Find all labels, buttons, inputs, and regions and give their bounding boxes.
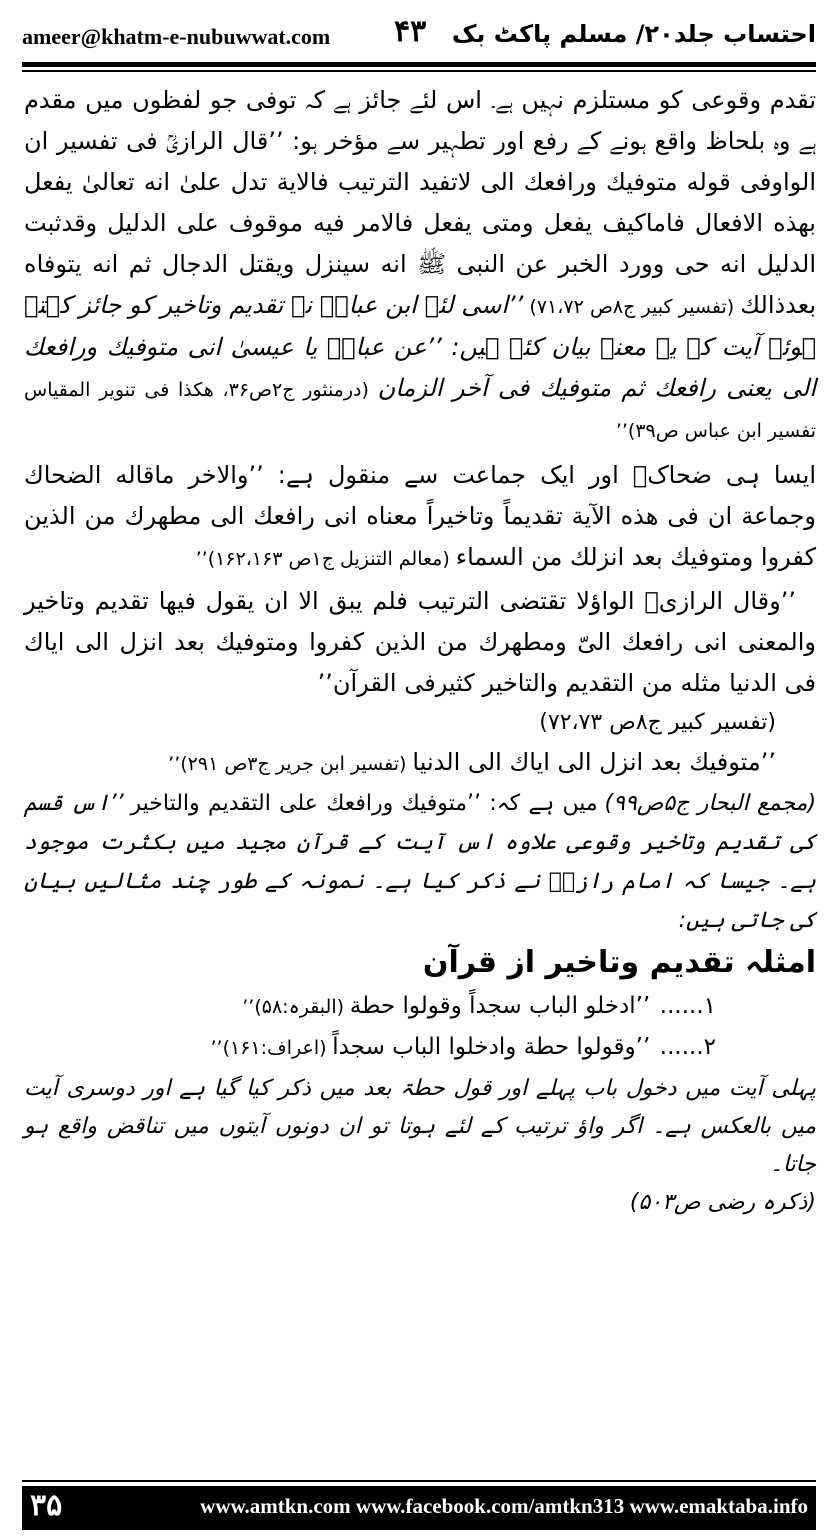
section-heading: امثلہ تقدیم وتاخیر از قرآن xyxy=(422,945,816,980)
quote-line xyxy=(24,742,816,784)
paragraph-4-text-b: ’’اس قسم کی تقدیم وتاخیر وقوعی علاوہ اس آیت کے قرآن مجید میں بکثرت موجود ہے۔ جیسا کہ امام رازیؒ نے ذکر کیا ہے۔ نمونہ کے طور چند مثالیں بیان کی جاتی ہیں: xyxy=(24,791,816,933)
header-rule-thick xyxy=(22,62,816,67)
example-1-reference: (البقرہ:۵۸)’’ xyxy=(242,996,345,1018)
paragraph-1-text: تقدم وقوعی کو مستلزم نہیں ہے۔ اس لئے جائز ہے کہ توفی جو لفظوں میں مقدم ہے وہ بلحاظ واقع ہونے کے رفع اور تطہیر سے مؤخر ہو: ’’قال الرازیؒ فی تفسیر ان الواوفی قوله متوفيك ورافعك الی لاتفيد الترتيب فالاية تدل علیٰ انه تعالیٰ يفعل بهذه الافعال فاماكيف يفعل ومتی يفعل فالامر فيه موقوف علی الدليل وقدثبت الدليل انه حی وورد الخبر عن النبی ﷺ انه سينزل ويقتل الدجال ثم انه يتوفاه بعدذالك xyxy=(24,86,817,319)
header-email-link[interactable]: ameer@khatm-e-nubuwwat.com xyxy=(22,24,331,49)
header-page-number: ۴۳ xyxy=(394,14,427,49)
paragraph-3 xyxy=(24,581,816,704)
example-2 xyxy=(24,1027,816,1068)
paragraph-4-reference: (مجمع البحار ج۵ص۹۹) xyxy=(604,791,817,816)
example-2-number: ۲...... xyxy=(659,1034,716,1060)
paragraph-2-reference: (معالم التنزیل ج۱ص ۱۶۲،۱۶۳)’’ xyxy=(195,548,450,570)
paragraph-1-continuation: ’’اسی لئے ابن عباسؓ نے تقدیم وتاخیر کو جائز کہتے ہوئے آیت کے یہ معنے بیان کئے ہیں: ’’عن عباسؓ یا عیسیٰ انی متوفيك ورافعك الی يعنی رافعك ثم متوفيك فی آخر الزمان xyxy=(24,291,816,402)
paragraph-2-text: ایسا ہی ضحاکؒ اور ایک جماعت سے منقول ہے: ’’والاخر ماقاله الضحاك وجماعة ان فی هذه الآية تقديماً وتاخيراً معناه انی رافعك الی مطهرك من الذين كفروا ومتوفيك بعد انزلك من السماء xyxy=(24,461,816,571)
footer-rule xyxy=(22,1480,816,1482)
page-footer xyxy=(22,1486,816,1530)
example-1 xyxy=(24,986,816,1027)
paragraph-3-text: ’’وقال الرازیؒ الواؤلا تقتضی الترتيب فلم يبق الا ان يقول فيها تقديم وتاخير والمعنی انی رافعك الیّ ومطهرك من الذين كفروا ومتوفيك بعد انزل الی اياك فی الدنيا مثله من التقديم والتاخير كثيرفی القرآن’’ xyxy=(24,587,816,697)
paragraph-1-reference: (تفسیر کبیر ج۸ص ۷۱،۷۲) xyxy=(529,296,735,318)
paragraph-4-text-a: میں ہے کہ: ’’متوفيك ورافعك علی التقديم والتاخير xyxy=(130,791,598,816)
paragraph-2 xyxy=(24,455,816,579)
example-1-number: ۱...... xyxy=(659,993,716,1019)
paragraph-3-citation: (تفسیر کبیر ج۸ص ۷۲،۷۳) xyxy=(539,710,776,735)
header-rule-thin xyxy=(22,70,816,72)
example-2-reference: (اعراف:۱۶۱)’’ xyxy=(210,1037,327,1059)
footer-page-number: ۳۵ xyxy=(30,1488,63,1523)
example-1-text: ’’ادخلو الباب سجداً وقولوا حطة xyxy=(349,993,651,1019)
quote-reference: (تفسیر ابن جریر ج۳ص ۲۹۱)’’ xyxy=(168,753,407,775)
example-2-text: ’’وقولوا حطة وادخلوا الباب سجداً xyxy=(332,1034,651,1060)
paragraph-4 xyxy=(24,784,816,940)
paragraph-5: پہلی آیت میں دخول باب پہلے اور قول حطۃ بعد میں ذکر کیا گیا ہے اور دوسری آیت میں بالعکس ہے۔ اگر واؤ ترتیب کے لئے ہوتا تو ان دونوں آیتوں میں تناقض واقع ہو جاتا۔ xyxy=(24,1076,816,1177)
footer-links[interactable]: www.amtkn.com www.facebook.com/amtkn313 www.emaktaba.info xyxy=(200,1494,808,1518)
paragraph-1-reference-2: (درمنثور ج۲ص۳۶، هكذا فی تنوير المقياس تفسير ابن عباس ص۳۹)’’ xyxy=(24,379,816,442)
end-citation: (ذکرہ رضی ص۵۰۳) xyxy=(629,1190,816,1215)
header-book-title: احتساب جلد۲۰/ مسلم پاکٹ بک xyxy=(451,20,816,48)
page-header xyxy=(22,14,816,58)
page-body xyxy=(24,80,816,1222)
quote-text: ’’متوفيك بعد انزل الی اياك الی الدنيا xyxy=(412,748,776,776)
paragraph-1 xyxy=(24,80,816,451)
